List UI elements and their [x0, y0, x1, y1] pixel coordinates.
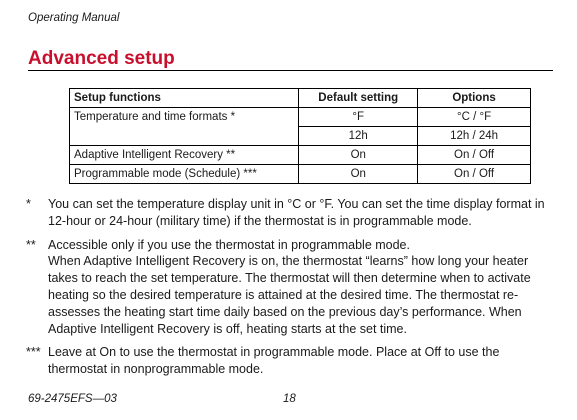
row-function-label: Programmable mode (Schedule) *** — [70, 165, 299, 184]
footnote — [26, 237, 556, 338]
row-default-value: °F — [299, 108, 418, 127]
header-options: Options — [418, 89, 531, 108]
header-default-setting: Default setting — [299, 89, 418, 108]
footnote-body — [48, 237, 556, 338]
row-options-value: On / Off — [418, 146, 531, 165]
footnote — [26, 344, 556, 378]
document-number: 69-2475EFS—03 — [28, 393, 117, 405]
row-default-value: On — [299, 165, 418, 184]
table-header-row — [70, 89, 531, 108]
row-options-value: On / Off — [418, 165, 531, 184]
row-options-value: °C / °F — [418, 108, 531, 127]
row-options-value: 12h / 24h — [418, 127, 531, 146]
header-setup-functions: Setup functions — [70, 89, 299, 108]
footnote-body — [48, 344, 556, 378]
footnote-body — [48, 196, 556, 230]
row-function-label: Temperature and time formats * — [70, 108, 299, 146]
row-default-value: 12h — [299, 127, 418, 146]
footnote-text: When Adaptive Intelligent Recovery is on, the thermostat “learns” how long your heater takes to reach the set temperature. The thermostat will then determine when to activate heating so the desired temperature is attained at the desired time. The thermostat re-assesses the heating start time daily based on the previous day’s performance. When Adaptive Intelligent Recovery is off, heating starts at the set time. — [48, 254, 531, 336]
row-default-value: On — [299, 146, 418, 165]
footnote-marker: *** — [26, 345, 41, 360]
page-number: 18 — [283, 393, 296, 405]
footnote — [26, 196, 556, 230]
running-header: Operating Manual — [28, 12, 120, 24]
table-row — [70, 165, 531, 184]
footnotes — [26, 196, 556, 385]
footnote-text: Leave at On to use the thermostat in programmable mode. Place at Off to use the thermostat in nonprogrammable mode. — [48, 345, 500, 377]
footnote-marker: ** — [26, 237, 36, 252]
table-row — [70, 108, 531, 127]
section-title: Advanced setup — [28, 48, 175, 69]
title-rule — [28, 70, 553, 71]
footnote-text: You can set the temperature display unit in °C or °F. You can set the time display format in 12-hour or 24-hour (military time) if the thermostat is in programmable mode. — [48, 197, 545, 228]
setup-table — [69, 88, 531, 184]
footnote-marker: * — [26, 197, 31, 211]
row-function-label: Adaptive Intelligent Recovery ** — [70, 146, 299, 165]
footnote-text: Accessible only if you use the thermostat in programmable mode. — [48, 237, 410, 252]
table-row — [70, 146, 531, 165]
